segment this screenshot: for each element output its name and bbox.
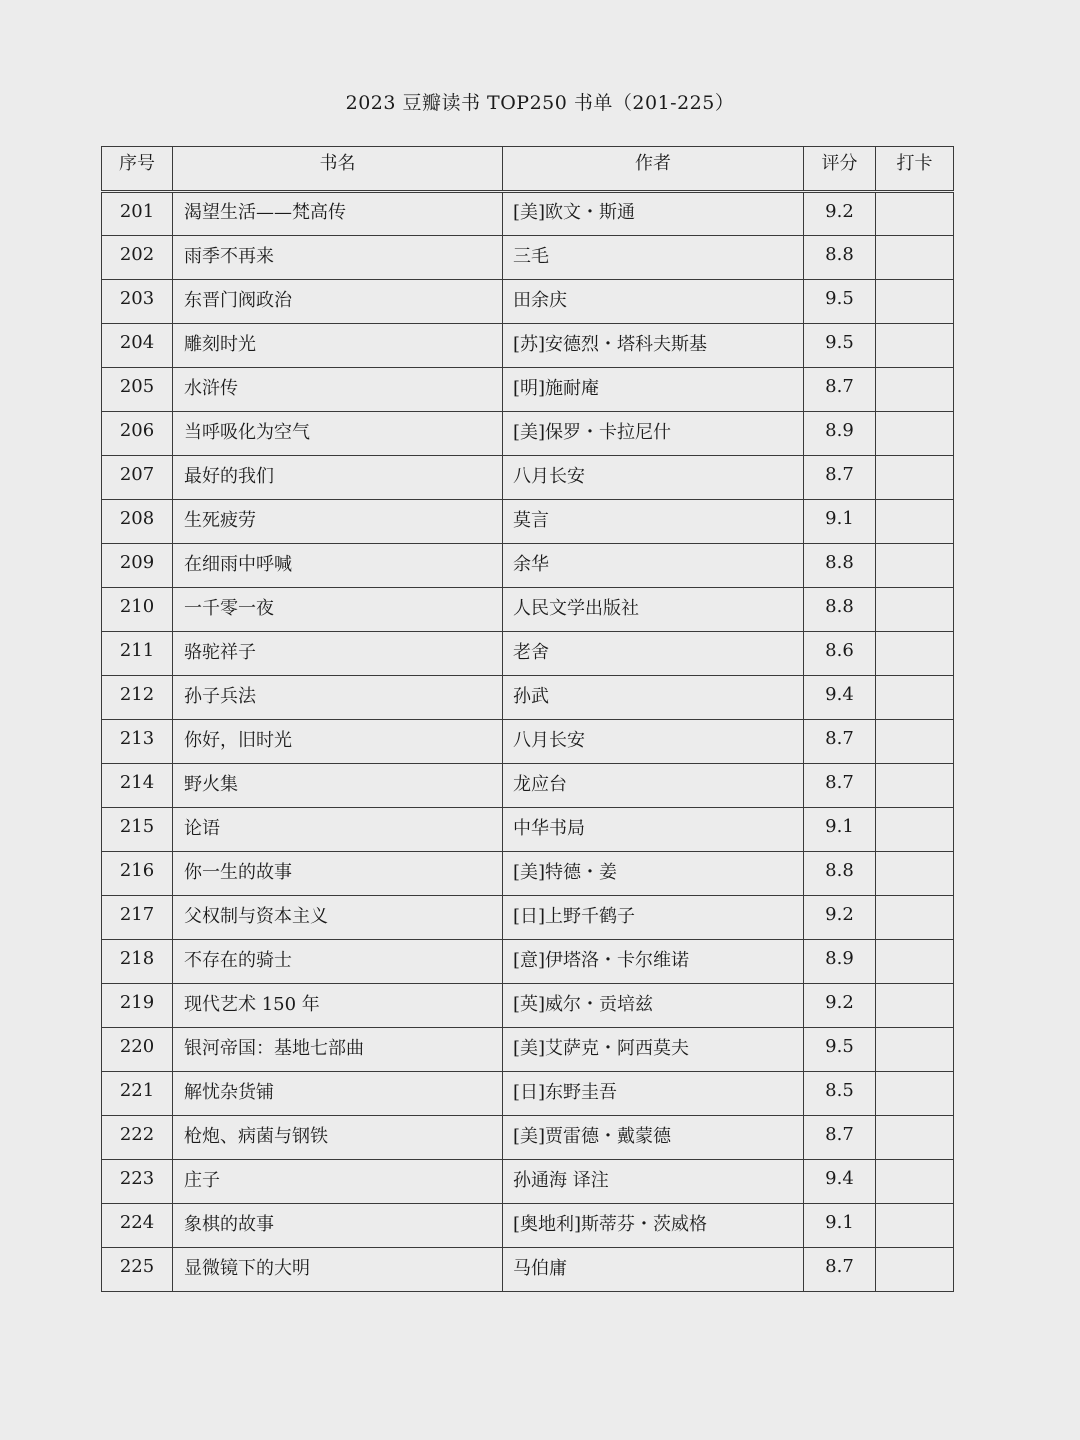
cell-score: 8.9: [804, 412, 876, 456]
cell-score: 9.2: [804, 192, 876, 236]
check-in-cell[interactable]: [876, 500, 954, 544]
cell-no: 202: [102, 236, 173, 280]
cell-title: 解忧杂货铺: [173, 1072, 503, 1116]
cell-score: 8.7: [804, 456, 876, 500]
cell-score: 8.8: [804, 852, 876, 896]
check-in-cell[interactable]: [876, 1248, 954, 1292]
cell-no: 224: [102, 1204, 173, 1248]
check-in-cell[interactable]: [876, 280, 954, 324]
cell-author: [英]威尔・贡培兹: [503, 984, 804, 1028]
cell-title: 枪炮、病菌与钢铁: [173, 1116, 503, 1160]
cell-no: 221: [102, 1072, 173, 1116]
cell-author: [美]保罗・卡拉尼什: [503, 412, 804, 456]
table-row: [102, 1248, 954, 1292]
table-row: [102, 236, 954, 280]
cell-score: 9.1: [804, 1204, 876, 1248]
cell-author: [美]特德・姜: [503, 852, 804, 896]
cell-no: 222: [102, 1116, 173, 1160]
cell-author: 余华: [503, 544, 804, 588]
cell-title: 野火集: [173, 764, 503, 808]
cell-title: 论语: [173, 808, 503, 852]
cell-title: 最好的我们: [173, 456, 503, 500]
cell-title: 当呼吸化为空气: [173, 412, 503, 456]
table-row: [102, 720, 954, 764]
cell-author: 八月长安: [503, 720, 804, 764]
cell-author: 马伯庸: [503, 1248, 804, 1292]
cell-no: 225: [102, 1248, 173, 1292]
cell-title: 渴望生活——梵高传: [173, 192, 503, 236]
cell-title: 显微镜下的大明: [173, 1248, 503, 1292]
table-row: [102, 1116, 954, 1160]
cell-title: 象棋的故事: [173, 1204, 503, 1248]
cell-score: 9.5: [804, 324, 876, 368]
cell-no: 215: [102, 808, 173, 852]
table-row: [102, 192, 954, 236]
check-in-cell[interactable]: [876, 676, 954, 720]
cell-no: 210: [102, 588, 173, 632]
table-row: [102, 324, 954, 368]
check-in-cell[interactable]: [876, 1160, 954, 1204]
table-row: [102, 280, 954, 324]
cell-no: 223: [102, 1160, 173, 1204]
check-in-cell[interactable]: [876, 632, 954, 676]
cell-score: 9.1: [804, 500, 876, 544]
cell-author: 田余庆: [503, 280, 804, 324]
table-row: [102, 808, 954, 852]
cell-score: 9.4: [804, 676, 876, 720]
table-row: [102, 1028, 954, 1072]
cell-author: 孙通海 译注: [503, 1160, 804, 1204]
check-in-cell[interactable]: [876, 588, 954, 632]
cell-no: 214: [102, 764, 173, 808]
header-no: 序号: [102, 147, 173, 192]
cell-no: 211: [102, 632, 173, 676]
cell-title: 现代艺术 150 年: [173, 984, 503, 1028]
check-in-cell[interactable]: [876, 192, 954, 236]
cell-no: 220: [102, 1028, 173, 1072]
cell-score: 9.5: [804, 280, 876, 324]
check-in-cell[interactable]: [876, 456, 954, 500]
cell-author: [奥地利]斯蒂芬・茨威格: [503, 1204, 804, 1248]
cell-title: 一千零一夜: [173, 588, 503, 632]
cell-no: 219: [102, 984, 173, 1028]
table-row: [102, 456, 954, 500]
cell-no: 212: [102, 676, 173, 720]
check-in-cell[interactable]: [876, 852, 954, 896]
cell-author: 八月长安: [503, 456, 804, 500]
table-row: [102, 764, 954, 808]
cell-no: 207: [102, 456, 173, 500]
cell-score: 8.9: [804, 940, 876, 984]
cell-score: 9.2: [804, 896, 876, 940]
cell-title: 东晋门阀政治: [173, 280, 503, 324]
check-in-cell[interactable]: [876, 324, 954, 368]
cell-no: 206: [102, 412, 173, 456]
header-author: 作者: [503, 147, 804, 192]
cell-score: 8.7: [804, 720, 876, 764]
cell-no: 205: [102, 368, 173, 412]
cell-author: [美]欧文・斯通: [503, 192, 804, 236]
table-row: [102, 544, 954, 588]
cell-no: 201: [102, 192, 173, 236]
cell-no: 203: [102, 280, 173, 324]
table-row: [102, 632, 954, 676]
cell-title: 孙子兵法: [173, 676, 503, 720]
check-in-cell[interactable]: [876, 1204, 954, 1248]
cell-no: 213: [102, 720, 173, 764]
check-in-cell[interactable]: [876, 236, 954, 280]
check-in-cell[interactable]: [876, 896, 954, 940]
table-row: [102, 984, 954, 1028]
table-row: [102, 1072, 954, 1116]
cell-author: 三毛: [503, 236, 804, 280]
cell-title: 雨季不再来: [173, 236, 503, 280]
cell-no: 208: [102, 500, 173, 544]
cell-author: [明]施耐庵: [503, 368, 804, 412]
header-check: 打卡: [876, 147, 954, 192]
cell-title: 银河帝国：基地七部曲: [173, 1028, 503, 1072]
table-row: [102, 368, 954, 412]
table-row: [102, 1204, 954, 1248]
cell-score: 9.4: [804, 1160, 876, 1204]
cell-no: 217: [102, 896, 173, 940]
check-in-cell[interactable]: [876, 984, 954, 1028]
check-in-cell[interactable]: [876, 1028, 954, 1072]
check-in-cell[interactable]: [876, 544, 954, 588]
check-in-cell[interactable]: [876, 940, 954, 984]
cell-score: 8.7: [804, 1116, 876, 1160]
cell-score: 9.2: [804, 984, 876, 1028]
cell-author: [日]东野圭吾: [503, 1072, 804, 1116]
cell-score: 8.7: [804, 764, 876, 808]
check-in-cell[interactable]: [876, 808, 954, 852]
cell-author: 老舍: [503, 632, 804, 676]
table-row: [102, 852, 954, 896]
header-score: 评分: [804, 147, 876, 192]
check-in-cell[interactable]: [876, 1116, 954, 1160]
cell-author: [日]上野千鹤子: [503, 896, 804, 940]
cell-author: [美]贾雷德・戴蒙德: [503, 1116, 804, 1160]
cell-author: [苏]安德烈・塔科夫斯基: [503, 324, 804, 368]
check-in-cell[interactable]: [876, 368, 954, 412]
table-row: [102, 676, 954, 720]
cell-title: 水浒传: [173, 368, 503, 412]
check-in-cell[interactable]: [876, 720, 954, 764]
cell-author: 中华书局: [503, 808, 804, 852]
cell-author: 人民文学出版社: [503, 588, 804, 632]
cell-no: 218: [102, 940, 173, 984]
cell-author: [美]艾萨克・阿西莫夫: [503, 1028, 804, 1072]
cell-score: 9.1: [804, 808, 876, 852]
cell-score: 8.6: [804, 632, 876, 676]
cell-author: 龙应台: [503, 764, 804, 808]
cell-title: 在细雨中呼喊: [173, 544, 503, 588]
cell-no: 216: [102, 852, 173, 896]
cell-title: 你一生的故事: [173, 852, 503, 896]
table-row: [102, 940, 954, 984]
cell-score: 8.7: [804, 1248, 876, 1292]
cell-title: 生死疲劳: [173, 500, 503, 544]
check-in-cell[interactable]: [876, 1072, 954, 1116]
table-header-row: [102, 147, 954, 192]
check-in-cell[interactable]: [876, 764, 954, 808]
cell-no: 204: [102, 324, 173, 368]
page-title: 2023 豆瓣读书 TOP250 书单（201-225）: [345, 92, 735, 114]
table-row: [102, 896, 954, 940]
table-row: [102, 1160, 954, 1204]
cell-title: 父权制与资本主义: [173, 896, 503, 940]
cell-author: 莫言: [503, 500, 804, 544]
cell-title: 雕刻时光: [173, 324, 503, 368]
cell-score: 8.8: [804, 544, 876, 588]
cell-title: 骆驼祥子: [173, 632, 503, 676]
cell-score: 8.5: [804, 1072, 876, 1116]
cell-no: 209: [102, 544, 173, 588]
table-row: [102, 500, 954, 544]
cell-title: 不存在的骑士: [173, 940, 503, 984]
table-row: [102, 588, 954, 632]
cell-author: [意]伊塔洛・卡尔维诺: [503, 940, 804, 984]
cell-score: 9.5: [804, 1028, 876, 1072]
cell-title: 你好，旧时光: [173, 720, 503, 764]
cell-title: 庄子: [173, 1160, 503, 1204]
cell-score: 8.8: [804, 588, 876, 632]
table-row: [102, 412, 954, 456]
check-in-cell[interactable]: [876, 412, 954, 456]
cell-score: 8.7: [804, 368, 876, 412]
header-title: 书名: [173, 147, 503, 192]
cell-author: 孙武: [503, 676, 804, 720]
book-table: [101, 146, 954, 1292]
cell-score: 8.8: [804, 236, 876, 280]
